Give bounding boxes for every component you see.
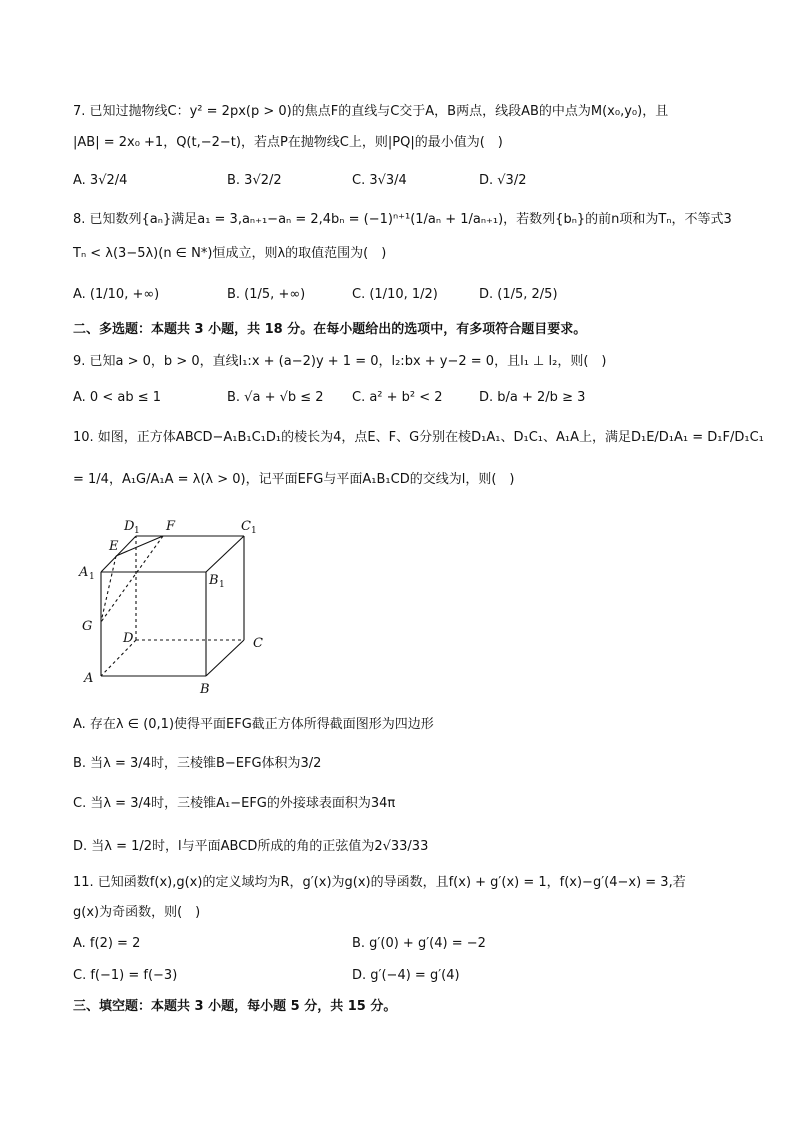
q10-option-c: C. 当λ = 3/4时，三棱锥A₁−EFG的外接球表面积为34π <box>73 796 396 811</box>
q11-option-c: C. f(−1) = f(−3) <box>73 968 178 983</box>
q7-option-b: B. 3√2/2 <box>227 173 282 188</box>
q9-option-d: D. b/a + 2/b ≥ 3 <box>479 390 586 405</box>
cube-figure <box>76 512 276 700</box>
edge-a1-d1 <box>101 536 136 572</box>
q10-stem-line2: = 1/4，A₁G/A₁A = λ(λ > 0)，记平面EFG与平面A₁B₁CD的交线为l，则( ) <box>73 472 515 487</box>
vertex-label-g: G <box>82 619 93 634</box>
vertex-label-a: A <box>84 671 94 686</box>
q8-option-a: A. (1/10, +∞) <box>73 287 160 302</box>
vertex-label-b1: B <box>209 573 219 588</box>
vertex-label-b1-sub: 1 <box>219 580 225 590</box>
q10-stem-line1: 10. 如图，正方体ABCD−A₁B₁C₁D₁的棱长为4，点E、F、G分别在棱D₁A₁、D₁C₁、A₁A上，满足D₁E/D₁A₁ = D₁F/D₁C₁ <box>73 430 764 445</box>
q8-stem-line1: 8. 已知数列{aₙ}满足a₁ = 3,aₙ₊₁−aₙ = 2,4bₙ = (−1)ⁿ⁺¹(1/aₙ + 1/aₙ₊₁)，若数列{bₙ}的前n项和为Tₙ，不等式3 <box>73 212 732 227</box>
q11-stem-line2: g(x)为奇函数，则( ) <box>73 905 201 920</box>
q7-option-a: A. 3√2/4 <box>73 173 128 188</box>
q11-option-d: D. g′(−4) = g′(4) <box>352 968 460 983</box>
vertex-label-b: B <box>200 682 210 697</box>
q7-option-c: C. 3√3/4 <box>352 173 407 188</box>
q11-stem-line1: 11. 已知函数f(x),g(x)的定义域均为R，g′(x)为g(x)的导函数，且f(x) + g′(x) = 1，f(x)−g′(4−x) = 3,若 <box>73 875 686 890</box>
q8-option-c: C. (1/10, 1/2) <box>352 287 438 302</box>
q8-option-d: D. (1/5, 2/5) <box>479 287 558 302</box>
hidden-segment-e-g <box>101 556 116 622</box>
vertex-label-f: F <box>166 519 176 534</box>
vertex-label-a1: A <box>79 565 89 580</box>
vertex-label-e: E <box>109 539 119 554</box>
vertex-label-d: D <box>123 631 134 646</box>
vertex-label-d1-sub: 1 <box>134 526 140 536</box>
q9-option-c: C. a² + b² < 2 <box>352 390 443 405</box>
q7-option-d: D. √3/2 <box>479 173 527 188</box>
section-3-heading: 三、填空题：本题共 3 小题，每小题 5 分，共 15 分。 <box>73 999 397 1014</box>
q9-option-b: B. √a + √b ≤ 2 <box>227 390 324 405</box>
q8-stem-line2: Tₙ < λ(3−5λ)(n ∈ N*)恒成立，则λ的取值范围为( ) <box>73 246 387 261</box>
vertex-label-c1-sub: 1 <box>251 526 257 536</box>
q7-stem-line1: 7. 已知过抛物线C：y² = 2px(p > 0)的焦点F的直线与C交于A，B两点，线段AB的中点为M(x₀,y₀)，且 <box>73 104 669 119</box>
q10-option-a: A. 存在λ ∈ (0,1)使得平面EFG截正方体所得截面图形为四边形 <box>73 717 434 732</box>
edge-c1-b1 <box>206 536 244 572</box>
q9-stem: 9. 已知a > 0，b > 0，直线l₁:x + (a−2)y + 1 = 0，l₂:bx + y−2 = 0，且l₁ ⊥ l₂，则( ) <box>73 354 607 369</box>
vertex-label-a1-sub: 1 <box>89 572 95 582</box>
q11-option-a: A. f(2) = 2 <box>73 936 141 951</box>
vertex-label-d1: D <box>124 519 135 534</box>
q7-stem-line2: |AB| = 2x₀ +1，Q(t,−2−t)，若点P在抛物线C上，则|PQ|的最小值为( ) <box>73 135 503 150</box>
q11-option-b: B. g′(0) + g′(4) = −2 <box>352 936 486 951</box>
vertex-label-c: C <box>253 636 263 651</box>
vertex-label-c1: C <box>241 519 251 534</box>
edge-c-b <box>206 640 244 676</box>
q10-option-d: D. 当λ = 1/2时，l与平面ABCD所成的角的正弦值为2√33/33 <box>73 839 429 854</box>
section-2-heading: 二、多选题：本题共 3 小题，共 18 分。在每小题给出的选项中，有多项符合题目要求。 <box>73 322 587 337</box>
q9-option-a: A. 0 < ab ≤ 1 <box>73 390 162 405</box>
q10-option-b: B. 当λ = 3/4时，三棱锥B−EFG体积为3/2 <box>73 756 322 771</box>
q8-option-b: B. (1/5, +∞) <box>227 287 306 302</box>
